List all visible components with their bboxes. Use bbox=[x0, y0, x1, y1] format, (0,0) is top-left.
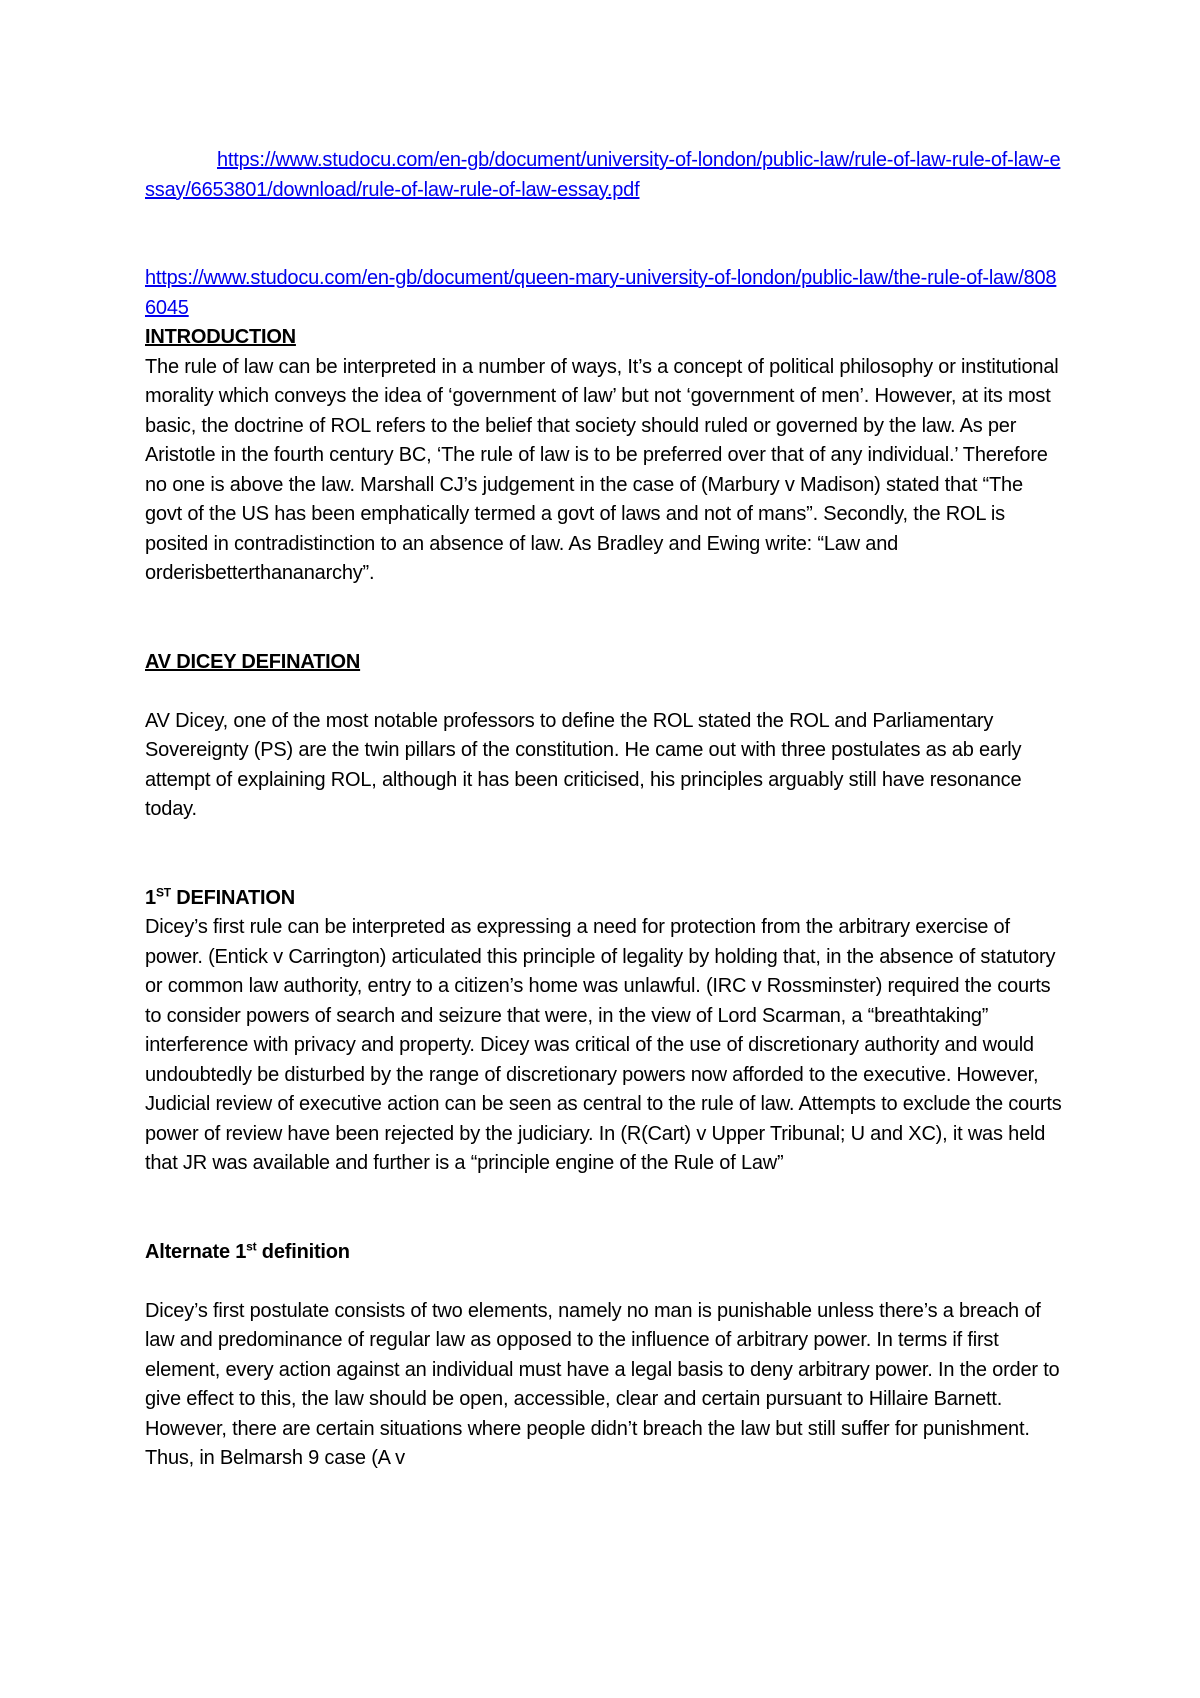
heading-text: definition bbox=[256, 1240, 350, 1263]
blank-line bbox=[145, 677, 1065, 707]
source-link-1[interactable]: https://www.studocu.com/en-gb/document/university-of-london/public-law/rule-of-law-rule-of-law-essay/6653801/download/rule-of-law-rule-of-law-essay.pdf bbox=[145, 149, 1061, 201]
first-definition-paragraph: Dicey’s first rule can be interpreted as expressing a need for protection from the arbitrary exercise of power. (Entick v Carrington) articulated this principle of legality by holding that, in the absence of statutory or common law authority, entry to a citizen’s home was unlawful. (IRC v Rossminster) required the courts to consider powers of search and seizure that were, in the view of Lord Scarman, a “breathtaking” interference with privacy and property. Dicey was critical of the use of discretionary authority and would undoubtedly be disturbed by the range of discretionary powers now afforded to the executive. However, Judicial review of executive action can be seen as central to the rule of law. Attempts to exclude the courts power of review have been rejected by the judiciary. In (R(Cart) v Upper Tribunal; U and XC), it was held that JR was available and further is a “principle engine of the Rule of Law” bbox=[145, 916, 1062, 1174]
blank-line bbox=[145, 825, 1065, 884]
introduction-heading: INTRODUCTION bbox=[145, 326, 296, 348]
alternate-definition-heading bbox=[145, 1238, 1065, 1268]
dicey-paragraph: AV Dicey, one of the most notable professors to define the ROL stated the ROL and Parliamentary Sovereignty (PS) are the twin pillars of the constitution. He came out with three postulates as ab early attempt of explaining ROL, although it has been criticised, his principles arguably still have resonance today. bbox=[145, 709, 1022, 820]
alternate-definition-paragraph: Dicey’s first postulate consists of two elements, namely no man is punishable unless there’s a breach of law and predominance of regular law as opposed to the influence of arbitrary power. In terms if first element, every action against an individual must have a legal basis to deny arbitrary power. In the order to give effect to this, the law should be open, accessible, clear and certain pursuant to Hillaire Barnett. However, there are certain situations where people didn’t breach the law but still suffer for punishment. Thus, in Belmarsh 9 case (A v bbox=[145, 1299, 1060, 1469]
heading-number: 1 bbox=[145, 886, 156, 909]
blank-line bbox=[145, 205, 1065, 264]
blank-line bbox=[145, 1267, 1065, 1297]
heading-ordinal-suffix: st bbox=[246, 1238, 257, 1253]
document-body bbox=[145, 146, 1065, 1474]
blank-line bbox=[145, 589, 1065, 648]
first-definition-heading bbox=[145, 884, 1065, 914]
source-link-2[interactable]: https://www.studocu.com/en-gb/document/queen-mary-university-of-london/public-law/the-rule-of-law/8086045 bbox=[145, 267, 1057, 319]
heading-text-prefix: Alternate 1 bbox=[145, 1240, 247, 1263]
introduction-paragraph: The rule of law can be interpreted in a number of ways, It’s a concept of political philosophy or institutional morality which conveys the idea of ‘government of law’ but not ‘government of men’. However, at its most basic, the doctrine of ROL refers to the belief that society should ruled or governed by the law. As per Aristotle in the fourth century BC, ‘The rule of law is to be preferred over that of any individual.’ Therefore no one is above the law. Marshall CJ’s judgement in the case of (Marbury v Madison) stated that “The govt of the US has been emphatically termed a govt of laws and not of mans”. Secondly, the ROL is posited in contradistinction to an absence of law. As Bradley and Ewing write: “Law and orderisbetterthananarchy”. bbox=[145, 355, 1059, 584]
dicey-heading: AV DICEY DEFINATION bbox=[145, 650, 361, 673]
blank-line bbox=[145, 1179, 1065, 1238]
heading-ordinal-suffix: ST bbox=[155, 884, 171, 899]
heading-text: DEFINATION bbox=[170, 886, 295, 909]
